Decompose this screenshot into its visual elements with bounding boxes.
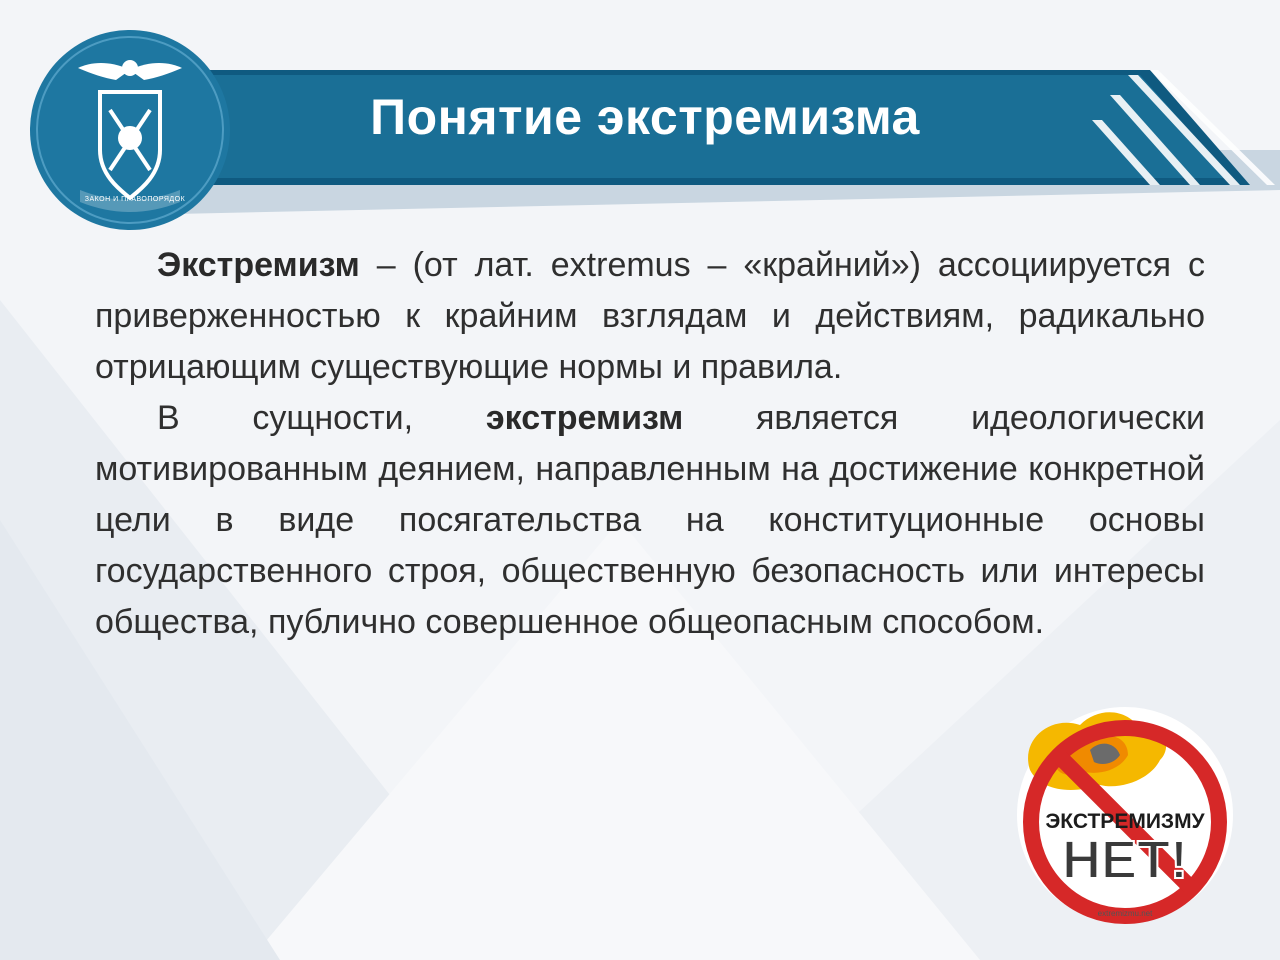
emblem-caption: ЗАКОН И ПРАВОПОРЯДОК [84, 196, 186, 203]
term-extremism: Экстремизм [157, 246, 360, 284]
badge-line1: ЭКСТРЕМИЗМУ [1045, 810, 1205, 833]
essence-body: является идеологически мотивированным деянием, направленным на достижение конкретной цели в виде посягательства на конституционные основы государственного строя, общественную безопасность или интересы общества, публично совершенное общеопасным способом. [95, 399, 1205, 641]
paragraph-essence [95, 393, 1205, 648]
badge-line2: НЕТ! [1062, 830, 1188, 890]
definition-body: – (от лат. extremus – «крайний») ассоциируется с приверженностью к крайним взглядам и действиям, радикально отрицающим существующие нормы и правила. [95, 246, 1205, 386]
slide-title: Понятие экстремизма [370, 89, 920, 145]
essence-lead: В сущности, [157, 399, 486, 437]
term-extremism-2: экстремизм [485, 399, 684, 437]
paragraph-definition [95, 240, 1205, 393]
no-extremism-badge-icon [1010, 700, 1240, 930]
badge-site: extremizmu.net [1097, 909, 1153, 918]
definition-text [95, 240, 1205, 648]
